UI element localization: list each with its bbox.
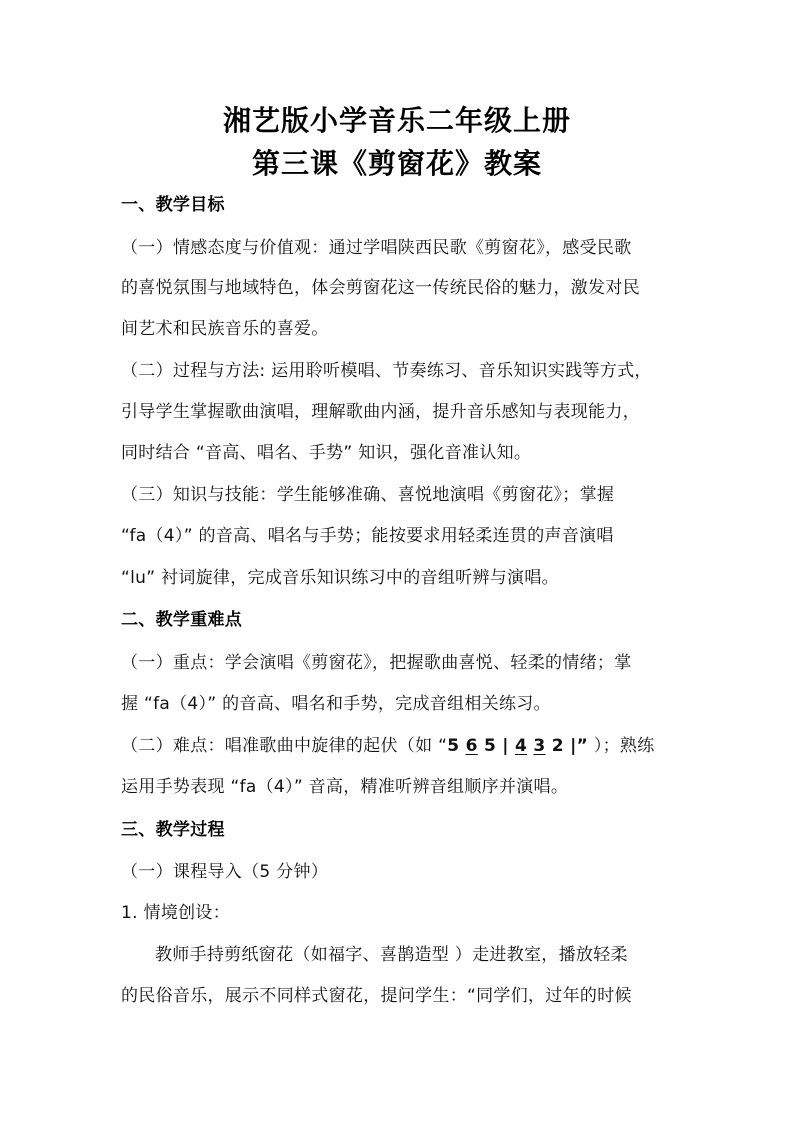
document-title-line-1: 湘艺版小学音乐二年级上册 [222, 104, 571, 137]
section-heading-process: 三、教学过程 [121, 820, 225, 840]
paragraph-line: （一）重点：学会演唱《剪窗花》，把握歌曲喜悦、轻柔的情绪；掌 [121, 653, 632, 673]
paragraph-line: 运用手势表现 “fa（4）” 音高，精准听辨音组顺序并演唱。 [121, 777, 569, 797]
difficulty-line [121, 731, 655, 756]
paragraph-line: 同时结合 “音高、唱名、手势” 知识，强化音准认知。 [121, 443, 532, 463]
note-underlined: 3 [533, 736, 546, 756]
bar-line: | [502, 736, 509, 756]
note: 5 [483, 736, 497, 756]
difficulty-suffix: ）；熟练 [593, 736, 655, 756]
paragraph-line: “lu” 衬词旋律，完成音乐知识练习中的音组听辨与演唱。 [121, 568, 559, 588]
note-underlined: 4 [515, 736, 528, 756]
paragraph-line: 引导学生掌握歌曲演唱，理解歌曲内涵，提升音乐感知与表现能力， [121, 402, 640, 422]
list-item-heading: 1. 情境创设： [121, 903, 231, 923]
paragraph-line: 教师手持剪纸窗花（如福字、喜鹊造型 ）走进教室，播放轻柔 [155, 945, 628, 965]
paragraph-line: （二）过程与方法: 运用聆听模唱、节奏练习、音乐知识实践等方式， [121, 361, 652, 381]
paragraph-line: 的民俗音乐，展示不同样式窗花，提问学生：“同学们，过年的时候 [121, 986, 632, 1006]
paragraph-line: 间艺术和民族音乐的喜爱。 [121, 319, 329, 339]
note: 2 [551, 736, 564, 756]
subsection-heading: （一）课程导入（5 分钟） [121, 862, 329, 882]
note-underlined: 6 [465, 736, 478, 756]
note: 5 [447, 736, 460, 756]
section-heading-key-points: 二、教学重难点 [121, 610, 243, 630]
paragraph-line: “fa（4）” 的音高、唱名与手势；能按要求用轻柔连贯的声音演唱 [121, 526, 614, 546]
paragraph-line: 握 “fa（4）” 的音高、唱名和手势，完成音组相关练习。 [121, 694, 551, 714]
paragraph-line: （三）知识与技能：学生能够准确、喜悦地演唱《剪窗花》；掌握 [121, 485, 615, 505]
document-title-line-2: 第三课《剪窗花》教案 [251, 147, 542, 180]
section-heading-objectives: 一、教学目标 [121, 195, 225, 215]
paragraph-line: 的喜悦氛围与地域特色，体会剪窗花这一传统民俗的魅力，激发对民 [121, 278, 640, 298]
difficulty-prefix: （二）难点：唱准歌曲中旋律的起伏（如 “ [121, 736, 448, 756]
paragraph-line: （一）情感态度与价值观：通过学唱陕西民歌《剪窗花》，感受民歌 [121, 238, 632, 258]
bar-line: |” [570, 736, 589, 756]
